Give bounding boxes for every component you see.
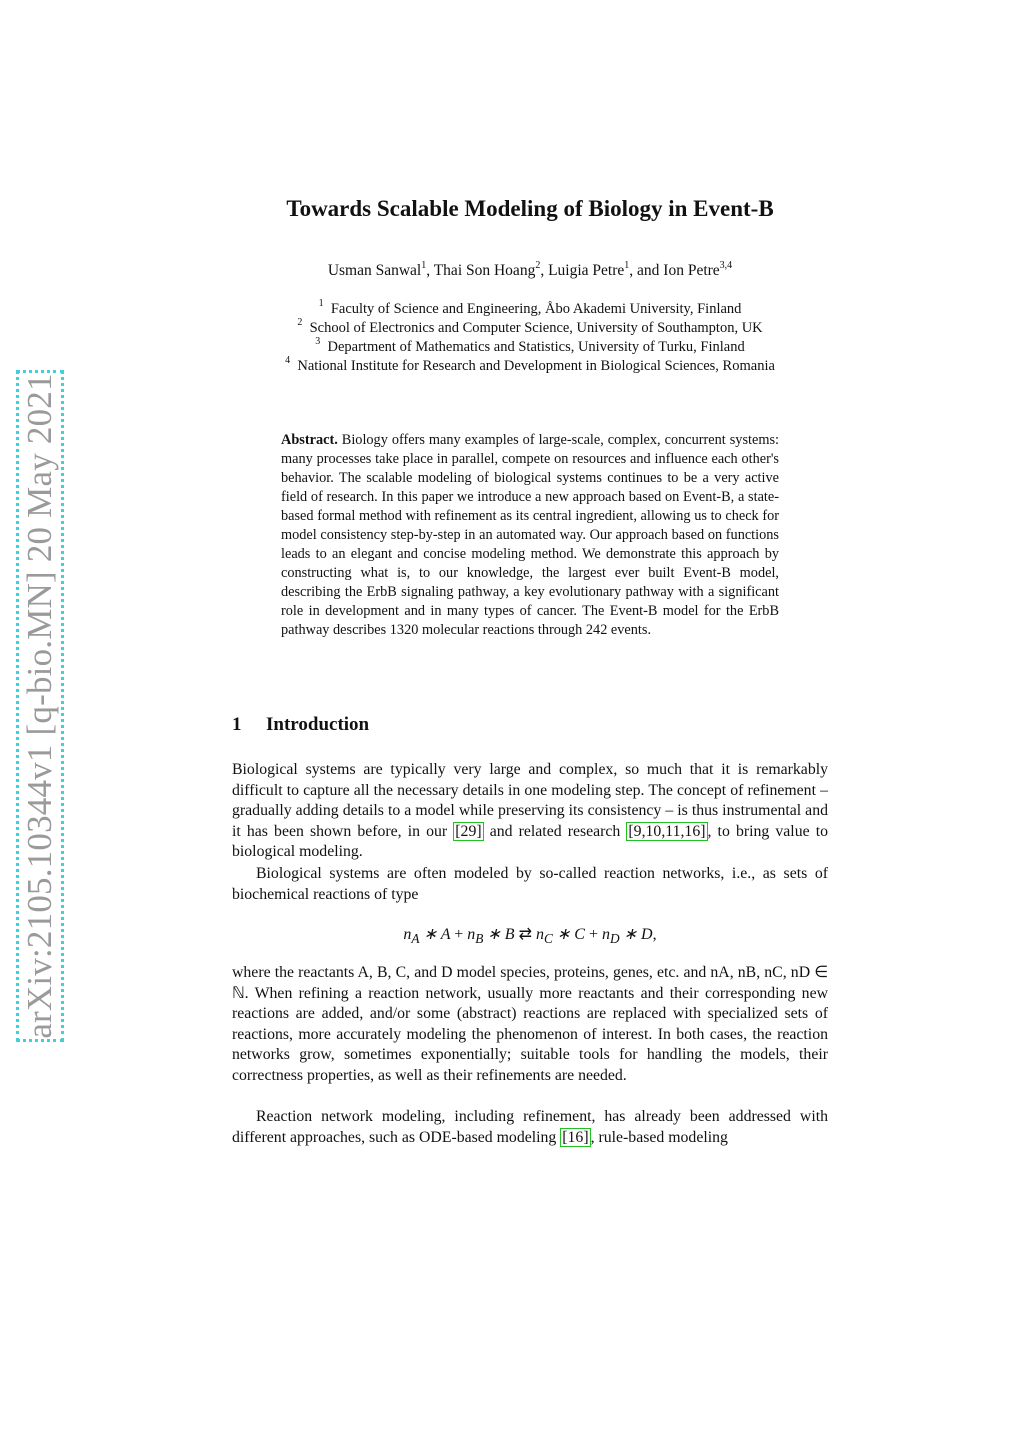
section-title: Introduction xyxy=(266,714,370,735)
citation-link[interactable]: [9,10,11,16] xyxy=(628,822,706,840)
reaction-equation: $n_A$ ∗ $A + n_B$ ∗ B ⇄ $n_C$ ∗ $C + n_D$ ∗ D, xyxy=(403,926,657,947)
affiliation-list xyxy=(200,300,860,376)
abstract-label: Abstract. xyxy=(281,432,338,448)
section-heading xyxy=(232,714,369,736)
abstract xyxy=(281,431,779,640)
section-number: 1 xyxy=(232,714,242,735)
author: Ion Petre xyxy=(663,262,720,279)
author: Luigia Petre xyxy=(548,262,625,279)
body-paragraph: Biological systems are typically very large and complex, so much that it is remarkably difficult to capture all the necessary details in one modeling step. The concept of refinement – gradually adding details to a model while preserving its consistency – is thus instrumental and it has been shown before, in our [29] and related research [9,10,11,16] , to bring value to biological modeling. xyxy=(232,761,828,861)
author-affil-marker: 2 xyxy=(535,259,541,271)
affiliation: $^3$ Department of Mathematics and Statistics, University of Turku, Finland xyxy=(315,336,745,355)
affiliation: $^4$ National Institute for Research and Development in Biological Sciences, Romania xyxy=(285,355,775,374)
arxiv-identifier: arXiv:2105.10344v1 [q-bio.MN] 20 May 2021 xyxy=(20,373,59,1039)
citation-link[interactable]: [29] xyxy=(455,822,482,840)
affiliation: $^2$ School of Electronics and Computer Science, University of Southampton, UK xyxy=(297,317,763,336)
author-affil-marker: 1 xyxy=(421,259,427,271)
body-paragraph: where the reactants A, B, C, and D model species, proteins, genes, etc. and nA, nB, nC, nD ∈ ℕ. When refining a reaction network, usually more reactants and their corresponding new reactions are added, and/or some (abstract) reactions are replaced with specialized sets of reactions, more accurately modeling the phenomenon of interest. In both cases, the reaction networks grow, sometimes exponentially; suitable tools for handling the models, their correctness properties, as well as their refinements are needed. xyxy=(232,964,828,1084)
author: Thai Son Hoang xyxy=(433,262,536,279)
body-paragraph: Biological systems are often modeled by so-called reaction networks, i.e., as sets of biochemical reactions of type xyxy=(232,865,828,903)
paper-title: Towards Scalable Modeling of Biology in Event-B xyxy=(286,196,774,221)
arxiv-stamp xyxy=(16,370,64,1042)
author: Usman Sanwal xyxy=(327,262,422,279)
body-paragraph: Reaction network modeling, including refinement, has already been addressed with different approaches, such as ODE-based modeling [16] , rule-based modeling xyxy=(232,1108,828,1146)
author-affil-marker: 1 xyxy=(624,259,630,271)
abstract-text: Biology offers many examples of large-scale, complex, concurrent systems: many processes take place in parallel, compete on resources and influence each other's behavior. The scalable modeling of biological systems continues to be a very active field of research. In this paper we introduce a new approach based on Event-B, a state-based formal method with refinement as its central ingredient, allowing us to check for model consistency step-by-step in an automated way. Our approach based on functions leads to an elegant and concise modeling method. We demonstrate this approach by constructing what is, to our knowledge, the largest ever built Event-B model, describing the ErbB signaling pathway, a key evolutionary pathway with a significant role in development and in many types of cancer. The Event-B model for the ErbB pathway describes 1320 molecular reactions through 242 events. xyxy=(281,432,779,638)
author-affil-marker: 3,4 xyxy=(719,259,733,271)
citation-link[interactable]: [16] xyxy=(562,1128,589,1146)
author-list: Usman Sanwal$^1$, Thai Son Hoang$^2$, Luigia Petre$^1$, and Ion Petre$^{3,4}$ xyxy=(327,259,733,279)
affiliation: $^1$ Faculty of Science and Engineering, Åbo Akademi University, Finland xyxy=(318,298,742,317)
